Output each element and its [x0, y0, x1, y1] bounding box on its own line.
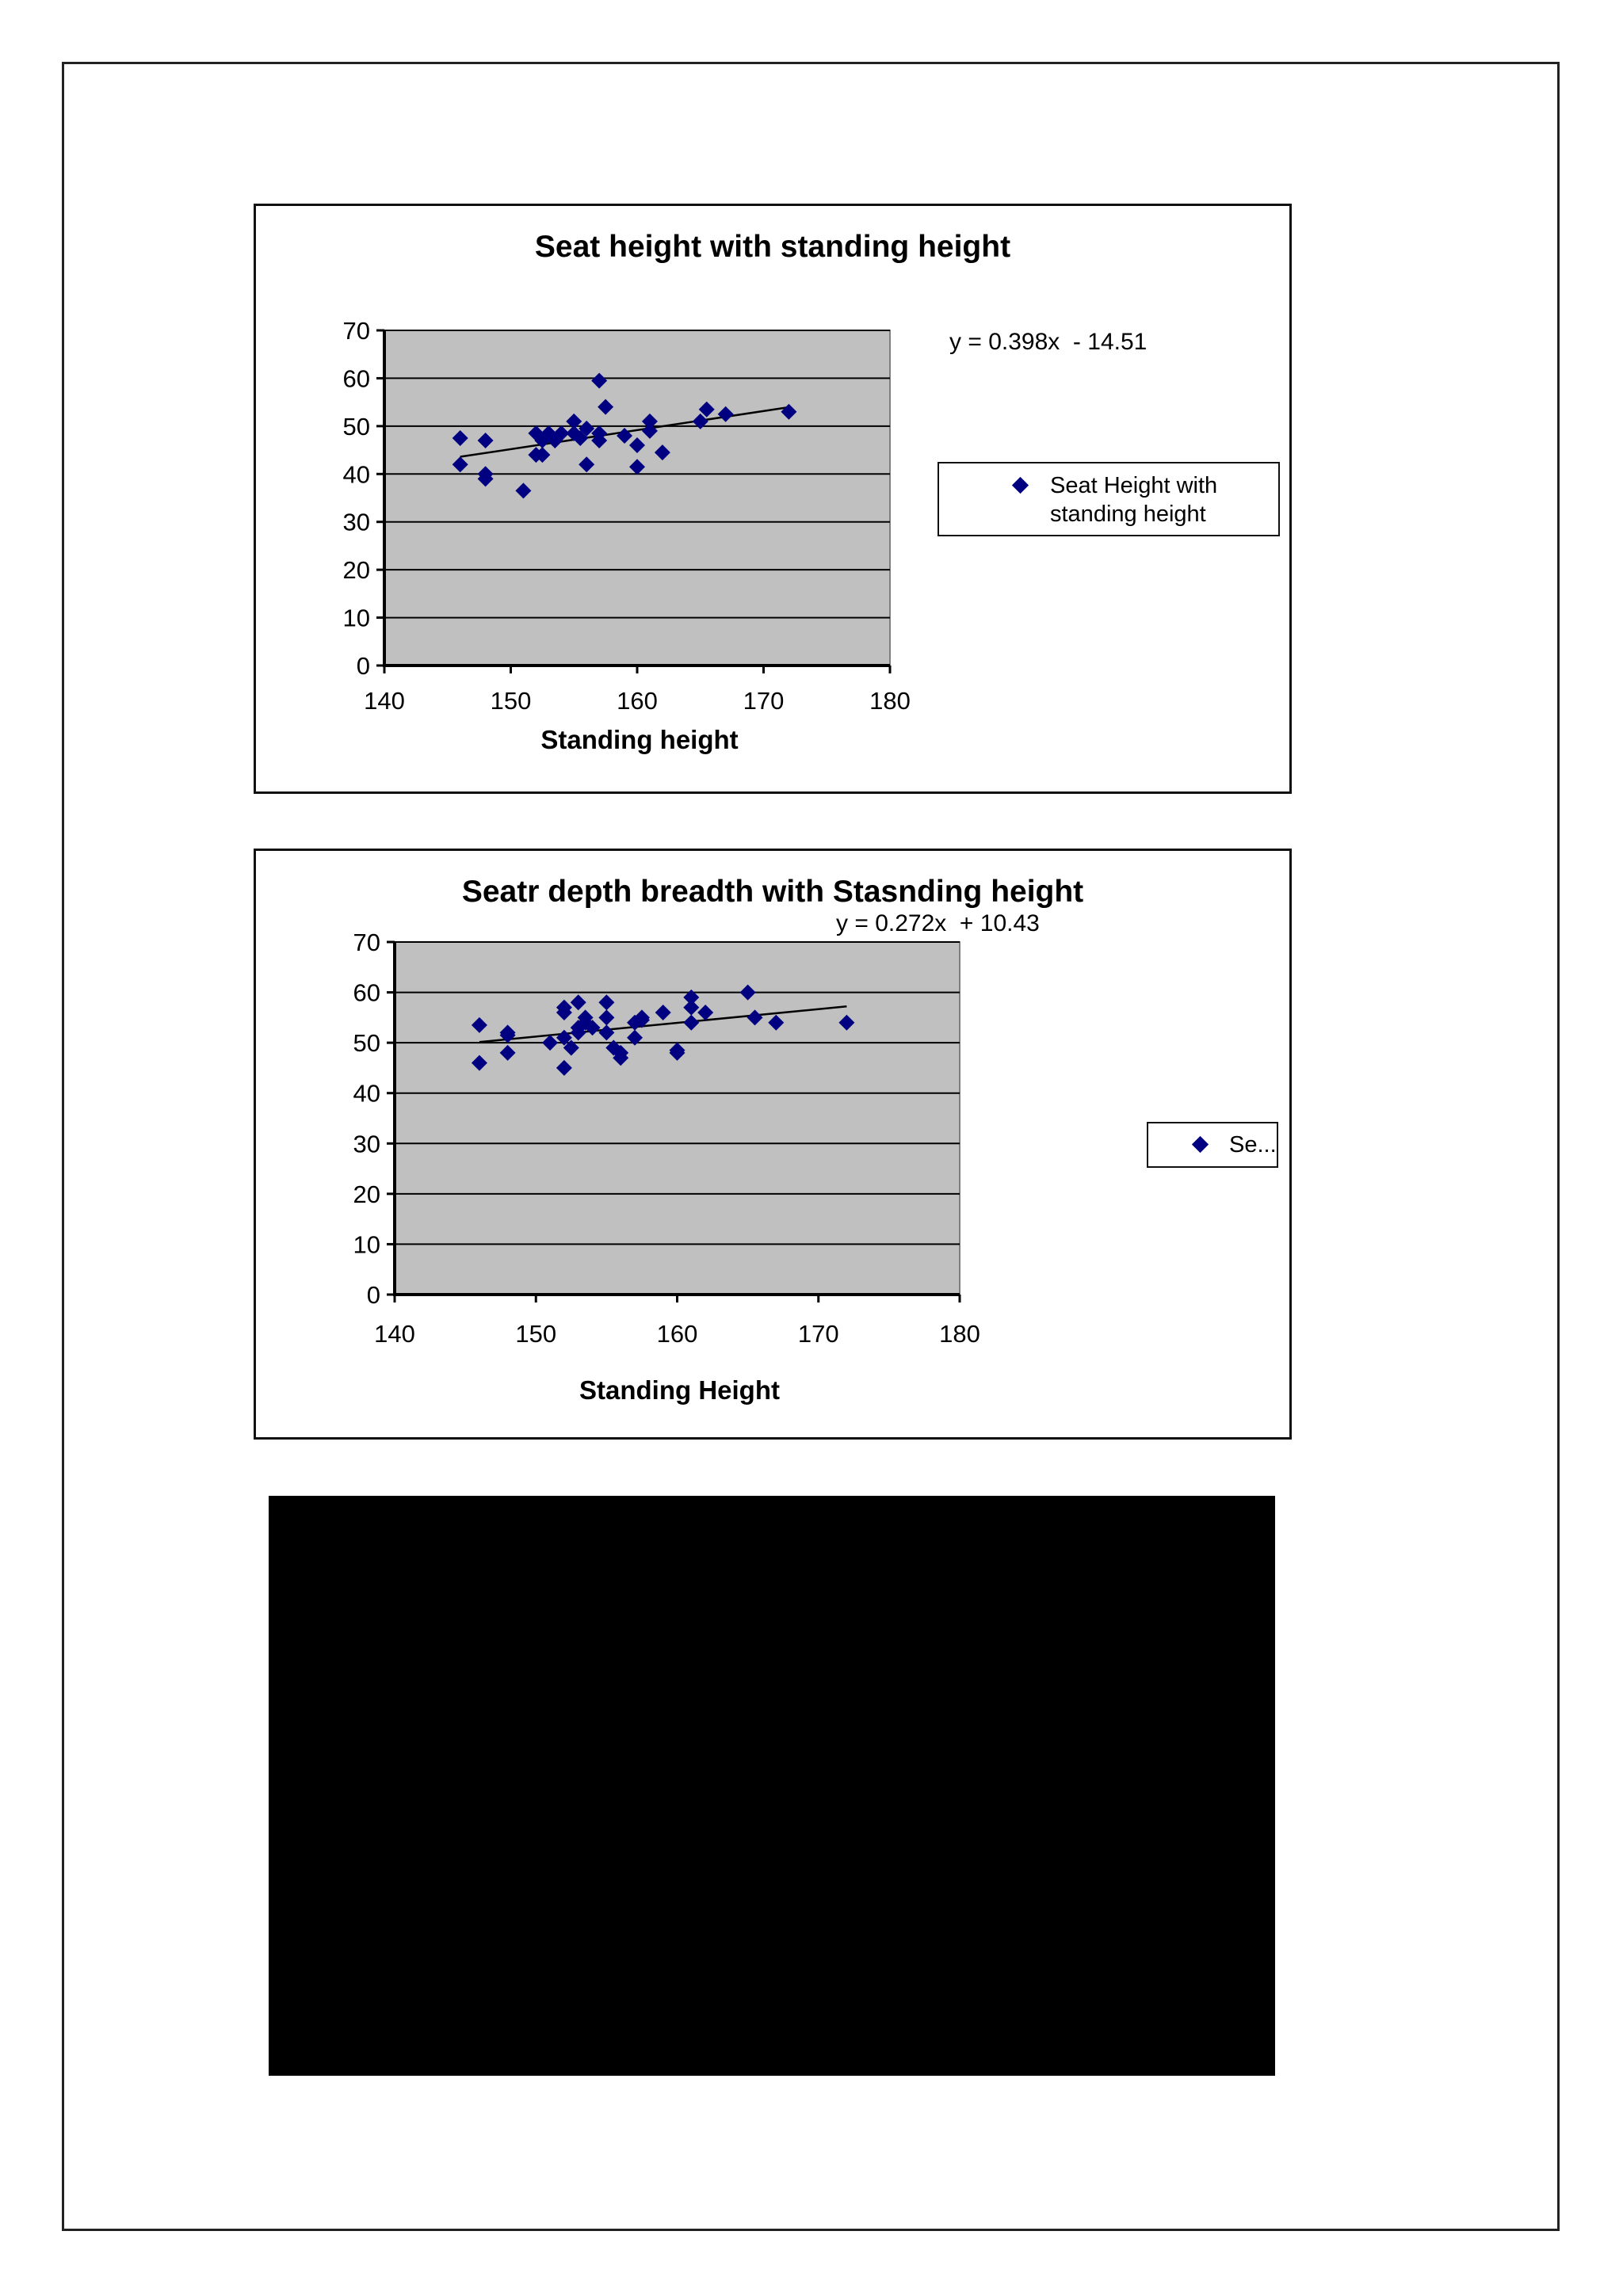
y-tick-label: 40: [353, 1079, 380, 1108]
y-tick-label: 20: [353, 1180, 380, 1208]
chart-legend: [1147, 1122, 1278, 1168]
y-tick-label: 40: [342, 460, 370, 489]
y-tick-label: 70: [353, 929, 380, 956]
x-tick-label: 160: [617, 687, 658, 715]
x-tick-label: 160: [656, 1320, 698, 1348]
trendline-equation: y = 0.398x - 14.51: [949, 329, 1148, 355]
plot-area: [395, 942, 960, 1295]
chart-title: Seat height with standing height: [534, 230, 1011, 264]
legend-label: Seat Height with standing height: [1050, 473, 1218, 527]
x-tick-label: 150: [490, 687, 532, 715]
x-tick-label: 180: [939, 1320, 980, 1348]
chart-seat-height: [254, 204, 1292, 794]
chart-seat-depth-breadth: [254, 849, 1292, 1440]
legend-marker-icon: [1192, 1136, 1209, 1153]
legend-marker-icon: [1012, 477, 1029, 494]
x-tick-label: 140: [364, 687, 405, 715]
y-tick-label: 10: [342, 604, 370, 632]
blacked-out-image: [269, 1496, 1275, 2076]
x-axis-label: Standing Height: [579, 1375, 780, 1405]
legend-label: Se...: [1229, 1132, 1277, 1158]
trendline-equation: y = 0.272x + 10.43: [836, 910, 1040, 936]
y-tick-label: 30: [342, 508, 370, 536]
x-tick-label: 170: [743, 687, 785, 715]
y-tick-label: 20: [342, 556, 370, 585]
chart-plot-svg: [256, 851, 1289, 1437]
chart-title: Seatr depth breadth with Stasnding height: [461, 875, 1084, 909]
y-tick-label: 50: [342, 412, 370, 441]
chart-legend: [938, 462, 1280, 536]
x-tick-label: 170: [797, 1320, 839, 1348]
y-tick-label: 60: [353, 978, 380, 1007]
y-tick-label: 60: [342, 364, 370, 393]
x-tick-label: 150: [515, 1320, 557, 1348]
y-tick-label: 10: [353, 1230, 380, 1259]
x-tick-label: 180: [869, 687, 911, 715]
y-tick-label: 70: [342, 317, 370, 345]
y-tick-label: 50: [353, 1029, 380, 1058]
x-tick-label: 140: [374, 1320, 415, 1348]
plot-area: [384, 330, 890, 666]
y-tick-label: 0: [366, 1281, 380, 1309]
x-axis-label: Standing height: [540, 725, 739, 754]
y-tick-label: 0: [356, 652, 370, 680]
y-tick-label: 30: [353, 1130, 380, 1158]
